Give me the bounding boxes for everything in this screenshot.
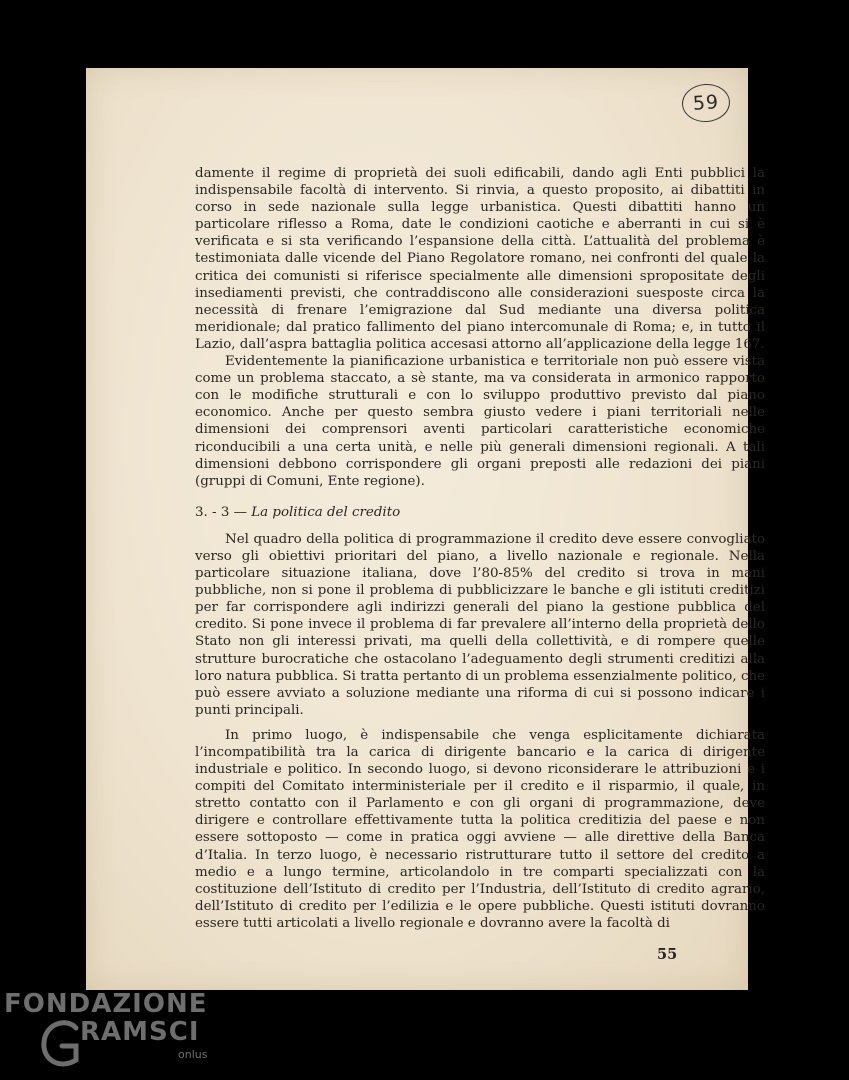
watermark-suffix: onlus: [178, 1048, 208, 1061]
watermark-line2-text: RAMSCI: [80, 1017, 200, 1047]
paragraph: Nel quadro della politica di programmazione il credito deve essere convogliato verso gli obiettivi prioritari del piano, a livello nazionale e regionale. Nella particolare situazione italiana, dove l’80-85% del credito si trova in mani pubbliche, non si pone il problema di pubblicizzare le banche e gli istituti creditizi per far corrispondere agli indirizzi generali del piano la gestione pubblica del credito. Si pone invece il problema di far prevalere all’interno della proprietà dello Stato non gli interessi privati, ma quelli della collettività, e di rompere quelle strutture burocratiche che ostacolano l’adeguamento degli strumenti creditizi alla loro natura pubblica. Si tratta pertanto di un problema essenzialmente politico, che può essere avviato a soluzione mediante una riforma di cui si possono indicare i punti principali.: [195, 531, 765, 718]
page-number: 55: [657, 946, 678, 963]
paragraph: In primo luogo, è indispensabile che venga esplicitamente dichiarata l’incompatibilità tra la carica di dirigente bancario e la carica di dirigente industriale e politico. In secondo luogo, si devono riconsiderare le attribuzioni e i compiti del Comitato interministeriale per il credito e il risparmio, il quale, in stretto contatto con il Parlamento e con gli organi di programmazione, deve dirigere e controllare effettivamente tutta la politica creditizia del paese e non essere sottoposto — come in pratica oggi avviene — alle direttive della Banca d’Italia. In terzo luogo, è necessario ristrutturare tutto il settore del credito a medio e a lungo termine, articolandolo in tre comparti specializzati con la costituzione dell’Istituto di credito per l’Industria, dell’Istituto di credito agrario, dell’Istituto di credito per l’edilizia e le opere pubbliche. Questi istituti dovranno essere tutti articolati a livello regionale e dovranno avere la facoltà di: [195, 727, 765, 931]
section-title: La politica del credito: [251, 504, 401, 520]
section-heading: [195, 504, 765, 521]
paragraph: damente il regime di proprietà dei suoli edificabili, dando agli Enti pubblici la indispensabile facoltà di intervento. Si rinvia, a questo proposito, ai dibattiti in corso in sede nazionale sulla legge urbanistica. Questi dibattiti hanno un particolare riflesso a Roma, date le condizioni caotiche e aberranti in cui si è verificata e si sta verificando l’espansione della città. L’attualità del problema è testimoniata dalle vicende del Piano Regolatore romano, nei confronti del quale la critica dei comunisti si riferisce specialmente alle dimensioni spropositate degli insediamenti previsti, che contraddiscono alle considerazioni suesposte circa la necessità di frenare l’emigrazione dal Sud mediante una diversa politica meridionale; dal pratico fallimento del piano intercomunale di Roma; e, in tutto il Lazio, dall’aspra battaglia politica accesasi attorno all’applicazione della legge 167.: [195, 166, 765, 352]
folio-number: 59: [681, 82, 732, 123]
watermark-line2: [40, 1016, 250, 1076]
body-text: [195, 165, 765, 932]
watermark-logo: [4, 989, 208, 1061]
paragraph: Evidentemente la pianificazione urbanistica e territoriale non può essere vista come un problema staccato, a sè stante, ma va considerata in armonico rapporto con le modifiche strutturali e con lo sviluppo produttivo previsto dal piano economico. Anche per questo sembra giusto vedere i piani territoriali nelle dimensioni dei comprensori aventi particolari caratteristiche economiche riconducibili a una certa unità, e nelle più generali dimensioni regionali. A tali dimensioni debbono corrispondere gli organi preposti alle redazioni dei piani (gruppi di Comuni, Ente regione).: [195, 354, 765, 489]
watermark-line1: FONDAZIONE: [4, 989, 208, 1019]
document-page: [86, 68, 765, 990]
section-number: 3. - 3 —: [195, 504, 247, 520]
g-swirl-icon: [40, 1016, 84, 1072]
